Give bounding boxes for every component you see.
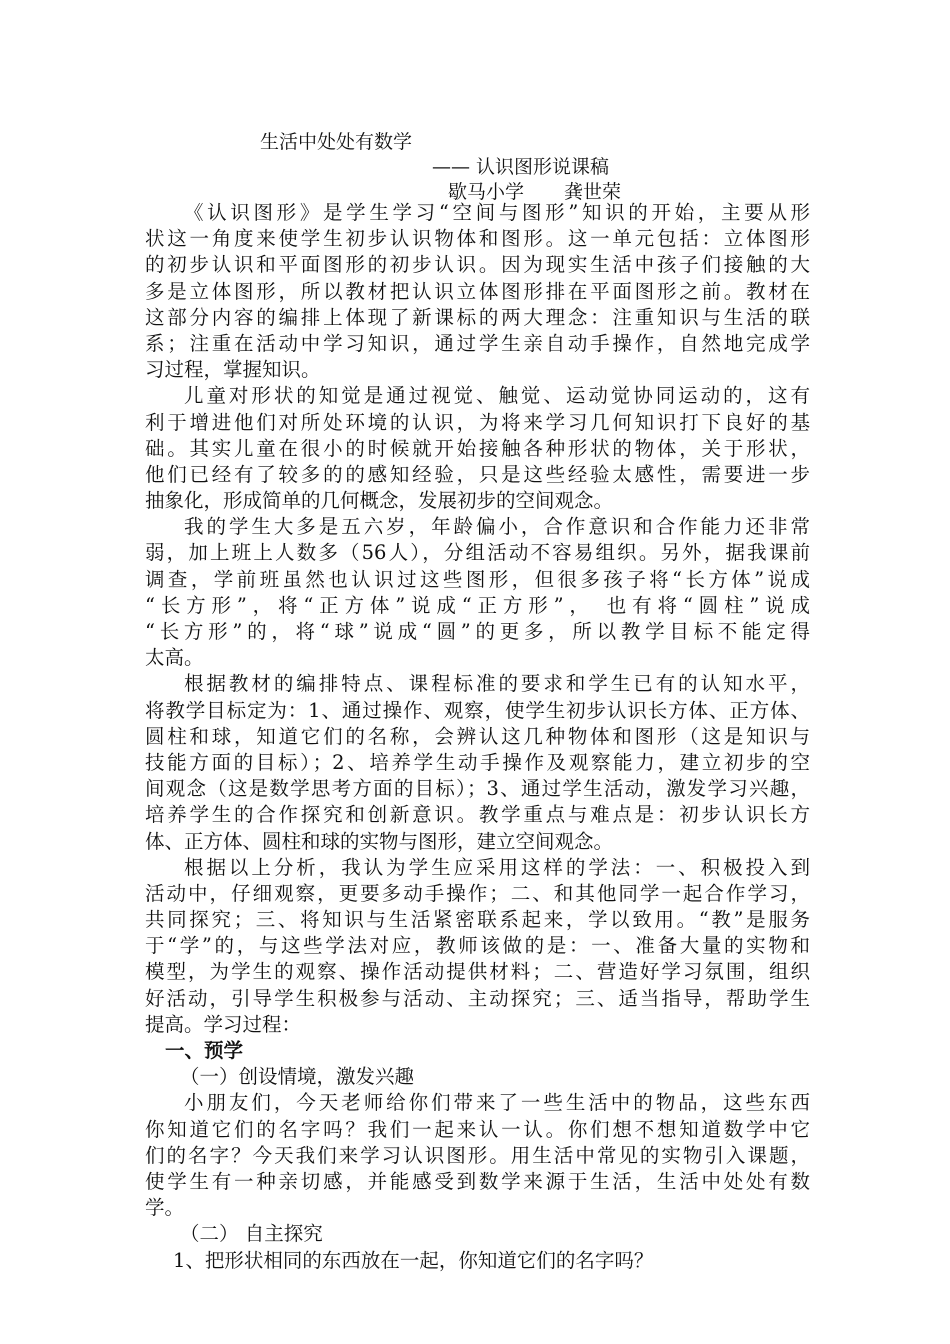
author-name: 龚世荣 [564, 181, 622, 203]
paragraph-line: 提高。学习过程： [145, 1012, 302, 1036]
paragraph-line: 根据以上分析，我认为学生应采用这样的学法：一、积极投入到 [184, 855, 810, 879]
paragraph-line: 础。其实儿童在很小的时候就开始接触各种形状的物体，关于形状， [145, 436, 810, 460]
paragraph-line: 抽象化，形成简单的几何概念，发展初步的空间观念。 [145, 489, 614, 513]
paragraph-line: 使学生有一种亲切感，并能感受到数学来源于生活，生活中处处有数 [145, 1169, 810, 1193]
paragraph-line: 间观念（这是数学思考方面的目标）；3、通过学生活动，激发学习兴趣， [145, 777, 810, 801]
paragraph-line: 太高。 [145, 646, 204, 670]
paragraph-line: 好活动，引导学生积极参与活动、主动探究；三、适当指导，帮助学生 [145, 986, 810, 1010]
paragraph-line: 于“学”的，与这些学法对应，教师该做的是：一、准备大量的实物和 [145, 934, 810, 958]
subsection-heading: （一）创设情境，激发兴趣 [180, 1065, 415, 1089]
paragraph-line: 体、正方体、圆柱和球的实物与图形，建立空间观念。 [145, 829, 614, 853]
paragraph-line: 系；注重在活动中学习知识，通过学生亲自动手操作，自然地完成学 [145, 331, 810, 355]
paragraph-line: 多是立体图形，所以教材把认识立体图形排在平面图形之前。教材在 [145, 279, 810, 303]
paragraph-line: 圆柱和球，知道它们的名称，会辨认这几种物体和图形（这是知识与 [145, 724, 810, 748]
paragraph-line: 弱，加上班上人数多（56人），分组活动不容易组织。另外，据我课前 [145, 541, 810, 565]
paragraph-line: 1、把形状相同的东西放在一起，你知道它们的名字吗？ [173, 1248, 654, 1272]
paragraph-line: 技能方面的目标）；2、培养学生动手操作及观察能力，建立初步的空 [145, 750, 810, 774]
paragraph-line: 《认识图形》是学生学习“空间与图形”知识的开始，主要从形 [184, 201, 810, 224]
paragraph-line: 们的名字？今天我们来学习认识图形。用生活中常见的实物引入课题， [145, 1143, 810, 1167]
document-body [145, 200, 810, 1274]
paragraph-line: 你知道它们的名字吗？我们一起来认一认。你们想不想知道数学中它 [145, 1117, 810, 1141]
paragraph-line: 习过程，掌握知识。 [145, 358, 321, 382]
paragraph-line: 儿童对形状的知觉是通过视觉、触觉、运动觉协同运动的，这有 [184, 384, 810, 408]
paragraph-line: 他们已经有了较多的的感知经验，只是这些经验太感性，需要进一步 [145, 462, 810, 486]
paragraph-line: 共同探究；三、将知识与生活紧密联系起来，学以致用。“教”是服务 [145, 908, 810, 932]
paragraph-line: 培养学生的合作探究和创新意识。教学重点与难点是：初步认识长方 [145, 803, 810, 827]
paragraph-line: 模型，为学生的观察、操作活动提供材料；二、营造好学习氛围，组织 [145, 960, 810, 984]
paragraph-line: 活动中，仔细观察，更要多动手操作；二、和其他同学一起合作学习， [145, 881, 810, 905]
paragraph-line: 我的学生大多是五六岁，年龄偏小，合作意识和合作能力还非常 [184, 515, 810, 539]
paragraph-line: 小朋友们，今天老师给你们带来了一些生活中的物品，这些东西 [184, 1091, 810, 1115]
subsection-heading: （二） 自主探究 [180, 1222, 323, 1246]
document-title: 生活中处处有数学 [260, 131, 413, 153]
paragraph-line: 根据教材的编排特点、课程标准的要求和学生已有的认知水平， [184, 672, 810, 696]
section-heading: 一、预学 [165, 1039, 244, 1062]
paragraph-line: 这部分内容的编排上体现了新课标的两大理念：注重知识与生活的联 [145, 305, 810, 329]
paragraph-line: 调查，学前班虽然也认识过这些图形，但很多孩子将“长方体”说成 [145, 567, 810, 591]
paragraph-line: “长方形”的，将“球”说成“圆”的更多，所以教学目标不能定得 [145, 620, 810, 643]
paragraph-line: 状这一角度来使学生初步认识物体和图形。这一单元包括：立体图形 [145, 227, 810, 251]
school-name: 歇马小学 [448, 181, 525, 203]
paragraph-line: “长方形”，将“正方体”说成“正方形”， 也有将“圆柱”说成 [145, 593, 810, 617]
paragraph-line: 学。 [145, 1196, 185, 1220]
paragraph-line: 将教学目标定为：1、通过操作、观察，使学生初步认识长方体、正方体、 [145, 698, 810, 722]
paragraph-line: 利于增进他们对所处环境的认识，为将来学习几何知识打下良好的基 [145, 410, 810, 434]
document-subtitle: —— 认识图形说课稿 [432, 156, 610, 178]
paragraph-line: 的初步认识和平面图形的初步认识。因为现实生活中孩子们接触的大 [145, 253, 810, 277]
